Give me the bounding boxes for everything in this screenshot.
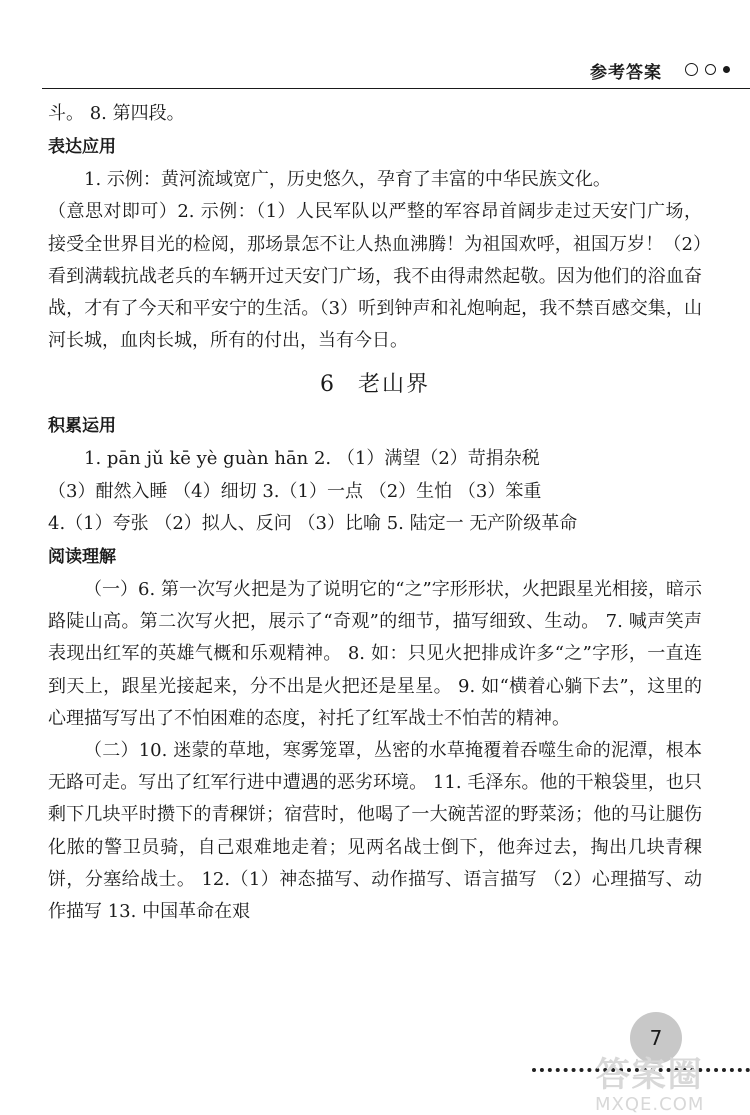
answer-paragraph: 4.（1）夸张 （2）拟人、反问 （3）比喻 5. 陆定一 无产阶级革命	[48, 512, 578, 534]
answer-paragraph: （二）10. 迷蒙的草地，寒雾笼罩，丛密的水草掩覆着吞噬生命的泥潭，根本无路可走。写出了红军行进中遭遇的恶劣环境。 11. 毛泽东。他的干粮袋里，也只剩下几块平时攒下的青稞饼；宿营时，他喝了一大碗苦涩的野菜汤；他的马让腿伤化脓的警卫员骑，自己艰难地走着；见两名战士倒下，他奔过去，掏出几块青稞饼，分塞给战士。 12.（1）神态描写、动作描写、语言描写 （2）心理描写、动作描写 13. 中国革命在艰	[48, 740, 702, 923]
answer-paragraph: （意思对即可）2. 示例：（1）人民军队以严整的军容昂首阔步走过天安门广场，接受全世界目光的检阅，那场景怎不让人热血沸腾！为祖国欢呼，祖国万岁！（2）看到满载抗战老兵的车辆开过天安门广场，我不由得肃然起敬。因为他们的浴血奋战，才有了今天和平安宁的生活。（3）听到钟声和礼炮响起，我不禁百感交集，山河长城，血肉长城，所有的付出，当有今日。	[48, 201, 702, 352]
answer-paragraph: 1. pān jǔ kē yè guàn hān 2. （1）满望（2）苛捐杂税	[84, 448, 540, 470]
circle-icon	[685, 63, 698, 76]
answer-paragraph: （3）酣然入睡 （4）细切 3.（1）一点 （2）生怕 （3）笨重	[48, 480, 542, 502]
answer-paragraph: 斗。 8. 第四段。	[48, 103, 185, 124]
answer-content	[48, 98, 702, 928]
header-rule	[42, 88, 750, 89]
dot-icon	[723, 66, 730, 73]
header-circles-ornament	[685, 63, 730, 76]
page-number: 7	[649, 1026, 663, 1050]
section-heading-jilei: 积累运用	[48, 416, 116, 437]
answer-paragraph: 1. 示例：黄河流域宽广，历史悠久，孕育了丰富的中华民族文化。	[84, 169, 611, 191]
chapter-number: 6	[319, 372, 336, 398]
watermark-text: 答案圈	[595, 1055, 704, 1095]
chapter-name: 老山界	[357, 372, 430, 398]
watermark-url: MXQE.COM	[595, 1094, 705, 1115]
header-title: 参考答案	[590, 63, 662, 83]
section-heading-biaoda: 表达应用	[48, 137, 116, 158]
page-header	[0, 0, 750, 95]
watermark-logo	[595, 1055, 705, 1115]
answer-paragraph: （一）6. 第一次写火把是为了说明它的“之”字形形状，火把跟星光相接，暗示路陡山高。第二次写火把，展示了“奇观”的细节，描写细致、生动。 7. 喊声笑声表现出红军的英雄气概和乐观精神。 8. 如：只见火把排成许多“之”字形，一直连到天上，跟星光接起来，分不出是火把还是星星。 9. 如“横着心躺下去”，这里的心理描写写出了不怕困难的态度，衬托了红军战士不怕苦的精神。	[48, 579, 702, 729]
chapter-title	[48, 363, 702, 407]
circle-icon	[705, 64, 716, 75]
section-heading-yuedu: 阅读理解	[48, 547, 116, 568]
